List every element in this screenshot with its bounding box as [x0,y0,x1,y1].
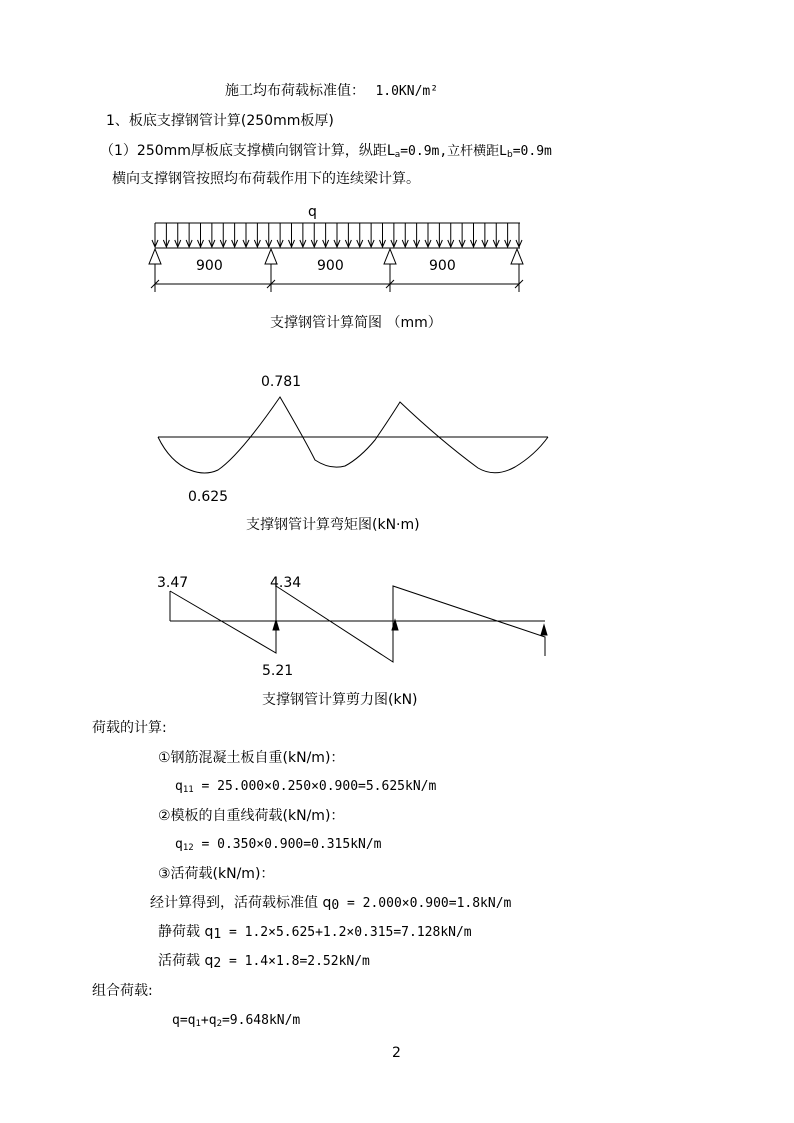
shear-label-2: 4.34 [270,575,302,591]
support-2 [265,249,277,264]
item1-eq: = 25.000×0.250×0.900=5.625kN/m [193,779,437,794]
moment-min-label: 0.625 [188,489,229,505]
shear-caption: 支撑钢管计算剪力图(kN) [262,692,418,708]
moment-diagram [158,397,548,473]
support-4 [511,249,523,264]
load-q-label: q [308,204,317,220]
live-load-sub: 0 [331,898,340,913]
moment-max-label: 0.781 [261,374,302,390]
loads-title: 荷载的计算: [92,720,167,736]
shear-label-3: 5.21 [262,663,294,679]
construction-load-label: 施工均布荷载标准值： [225,83,365,99]
item3-title: ③活荷载(kN/m)： [158,866,275,882]
combo-a: q=q [172,1013,196,1028]
item2-q: q [175,837,183,852]
live-calc-a: 活荷载 q [158,953,214,969]
moment-curve [158,397,548,473]
item1-sub: 11 [182,785,194,795]
static-load-line [158,923,472,944]
static-load-sub: 1 [213,927,222,942]
item2-title: ②模板的自重线荷载(kN/m)： [158,808,345,824]
span-label-2: 900 [317,258,344,274]
section-line-1-sub-b: b [507,150,513,160]
support-3 [384,249,396,264]
combo-sub-2: 2 [216,1019,222,1029]
live-calc-sub: 2 [213,956,222,971]
beam-caption: 支撑钢管计算简图 （mm） [270,315,442,331]
shear-line [170,586,545,662]
combo-b: +q [200,1013,217,1028]
static-load-a: 静荷载 q [158,924,214,940]
combo-c: =9.648kN/m [221,1013,301,1028]
combo-equation [172,1012,300,1033]
section-line-1-c: =0.9m [512,144,552,159]
static-load-b: = 1.2×5.625+1.2×0.315=7.128kN/m [221,925,472,940]
section-line-1-b: =0.9m,立杆横距L [400,144,508,159]
section-line-2: 横向支撑钢管按照均布荷载作用下的连续梁计算。 [112,171,420,187]
load-arrows [152,223,522,247]
reaction-arrow-3 [541,625,547,635]
page-number: 2 [392,1045,401,1061]
span-label-3: 900 [429,258,456,274]
item1-q: q [175,779,183,794]
shear-label-1: 3.47 [157,575,189,591]
shear-diagram [170,586,547,662]
combo-sub-1: 1 [195,1019,201,1029]
combo-title: 组合荷载: [92,983,153,999]
section-title: 1、板底支撑钢管计算(250mm板厚) [106,113,334,129]
item1-equation [175,778,436,799]
item1-title: ①钢筋混凝土板自重(kN/m)： [158,750,345,766]
live-load-a: 经计算得到，活荷载标准值 q [150,895,332,911]
item2-eq: = 0.350×0.900=0.315kN/m [193,837,382,852]
live-load-b: = 2.000×0.900=1.8kN/m [339,896,512,911]
live-calc-line [158,952,370,973]
support-1 [149,249,161,264]
live-calc-b: = 1.4×1.8=2.52kN/m [221,954,370,969]
item2-sub: 12 [182,843,194,853]
section-line-1-sub-a: a [394,150,401,160]
section-line-1-a: （1）250mm厚板底支撑横向钢管计算，纵距L [100,143,395,159]
construction-load-value: 1.0KN/m² [375,84,439,99]
moment-caption: 支撑钢管计算弯矩图(kN·m) [246,517,420,533]
beam-diagram [149,204,523,292]
span-label-1: 900 [196,258,223,274]
item2-equation [175,836,382,857]
live-load-line [150,894,511,915]
